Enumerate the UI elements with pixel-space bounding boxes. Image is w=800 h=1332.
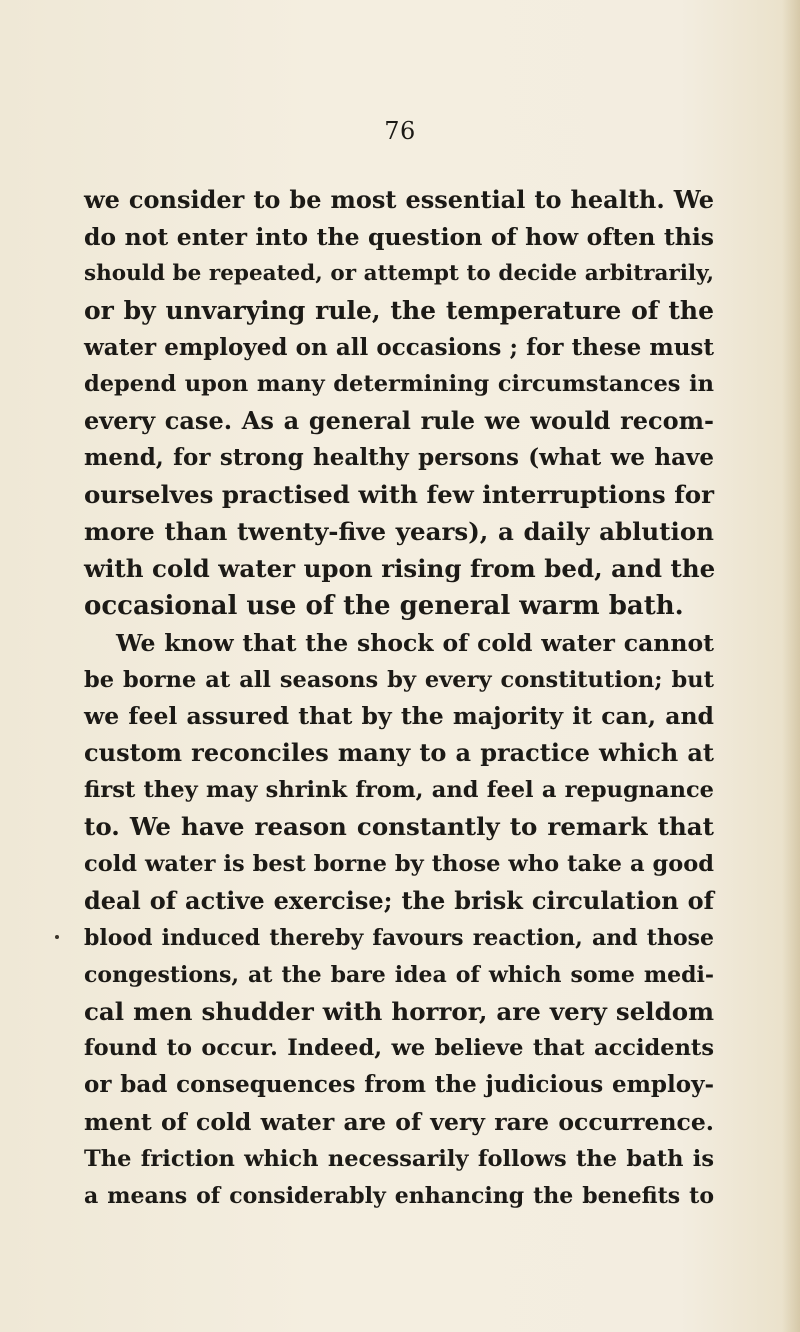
text-line: a means of considerably enhancing the benefits to [84, 1183, 714, 1210]
text-line: every case. As a general rule we would recom- [84, 406, 714, 436]
text-line: blood induced thereby favours reaction, and those [84, 924, 714, 951]
text-line: cold water is best borne by those who take a good [84, 851, 714, 878]
text-line: more than twenty-five years), a daily ablution [84, 517, 714, 547]
text-line: water employed on all occasions ; for these must [84, 333, 714, 361]
text-line: occasional use of the general warm bath. [84, 590, 684, 621]
text-line: or bad consequences from the judicious employ- [84, 1071, 714, 1099]
text-line: or by unvarying rule, the temperature of the [84, 295, 714, 325]
page-number: 76 [384, 117, 416, 145]
text-line: We know that the shock of cold water cannot [116, 628, 714, 657]
text-line: mend, for strong healthy persons (what we have [84, 444, 714, 472]
text-line: with cold water upon rising from bed, and the [84, 553, 716, 583]
page-edge-shadow [782, 0, 800, 1332]
text-line: we feel assured that by the majority it can, and [84, 702, 714, 731]
text-line: do not enter into the question of how often this [84, 222, 714, 251]
text-line: custom reconciles many to a practice which at [84, 738, 714, 768]
text-line: depend upon many determining circumstances in [84, 371, 714, 398]
text-line: be borne at all seasons by every constitution; but [84, 666, 714, 693]
body-text [84, 182, 714, 1215]
text-line: congestions, at the bare idea of which some medi- [84, 961, 714, 988]
text-line: deal of active exercise; the brisk circulation of [84, 885, 714, 915]
text-line: ourselves practised with few interruptions for [84, 480, 714, 510]
text-line: The friction which necessarily follows the bath is [84, 1146, 714, 1173]
text-line: ment of cold water are of very rare occurrence. [84, 1108, 714, 1137]
text-line: we consider to be most essential to health. We [84, 185, 714, 214]
text-line: found to occur. Indeed, we believe that accidents [84, 1035, 714, 1062]
ink-speck [55, 935, 59, 939]
text-line: to. We have reason constantly to remark that [84, 812, 714, 842]
text-line: first they may shrink from, and feel a repugnance [84, 777, 714, 804]
text-line: should be repeated, or attempt to decide arbitrarily, [84, 260, 714, 286]
text-line: cal men shudder with horror, are very seldom [84, 996, 714, 1026]
